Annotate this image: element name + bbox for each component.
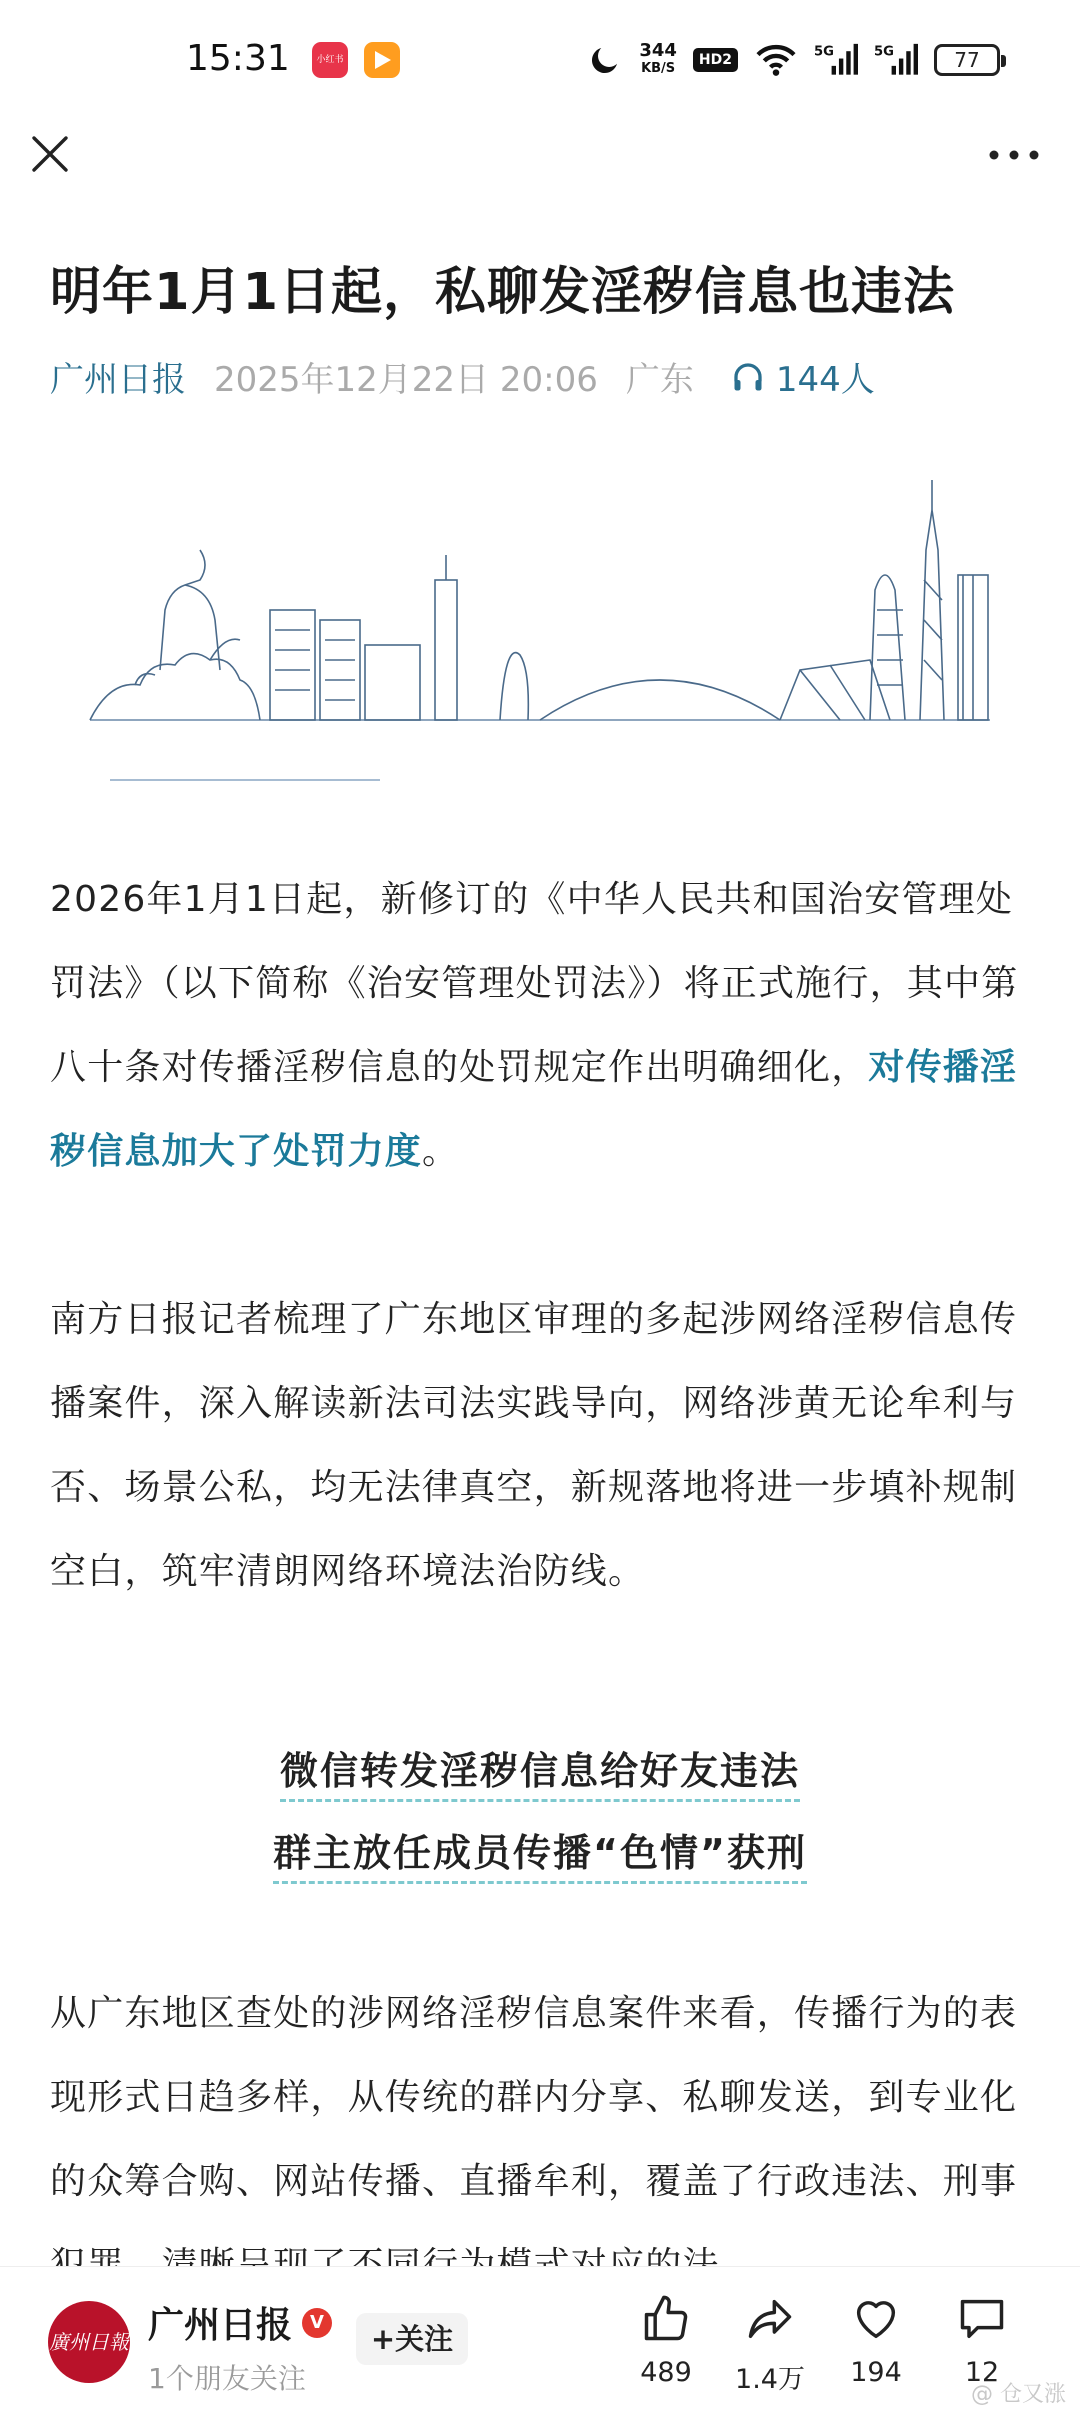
comment-count: 12 (964, 2357, 1000, 2388)
share-icon (744, 2293, 796, 2345)
net-speed-unit: KB/S (641, 61, 676, 76)
signal-5g-label-2: 5G (874, 44, 895, 60)
battery-icon: 77 (934, 44, 1000, 76)
comment-button[interactable] (932, 2293, 1032, 2388)
paragraph-1-end: 。 (422, 1131, 460, 1172)
paragraph-2: 南方日报记者梳理了广东地区审理的多起涉网络淫秽信息传播案件，深入解读新法司法实践导向，网络涉黄无论牟利与否、场景公私，均无法律真空，新规落地将进一步填补规制空白，筑牢清朗网络环境法治防线。 (50, 1299, 1018, 1592)
xiaohongshu-app-icon: 小红书 (312, 42, 348, 78)
wifi-icon (754, 42, 798, 78)
favorite-button[interactable] (826, 2293, 926, 2388)
paragraph-1-text: 2026年1月1日起，新修订的《中华人民共和国治安管理处罚法》（以下简称《治安管理处罚法》）将正式施行，其中第八十条对传播淫秽信息的处罚规定作出明确细化， (50, 879, 1019, 1088)
like-button[interactable] (616, 2293, 716, 2388)
subheading-1-text: 微信转发淫秽信息给好友违法 (280, 1749, 800, 1802)
headphones-icon (730, 359, 766, 395)
paragraph-3: 从广东地区查处的涉网络淫秽信息案件来看，传播行为的表现形式日趋多样，从传统的群内分享、私聊发送，到专业化的众筹合购、网站传播、直播牟利，覆盖了行政违法、刑事 (50, 1993, 1018, 2202)
article-date: 2025年12月22日 20:06 (214, 360, 598, 400)
heart-icon (850, 2293, 902, 2345)
listen-button[interactable] (730, 352, 875, 401)
thumbs-up-icon (640, 2293, 692, 2345)
signal-5g-label: 5G (814, 44, 835, 60)
guangzhou-skyline-illustration (80, 470, 1000, 800)
subheading-2-text: 群主放任成员传播“色情”获刑 (273, 1831, 807, 1884)
signal-5g-icon-2 (874, 42, 918, 78)
video-app-icon (364, 42, 400, 78)
subheading-2 (0, 1822, 1080, 1877)
status-bar (0, 0, 1080, 120)
comment-icon (956, 2293, 1008, 2345)
follow-button[interactable]: +关注 (356, 2313, 468, 2365)
favorite-count: 194 (850, 2357, 902, 2388)
share-button[interactable] (720, 2293, 820, 2396)
like-count: 489 (640, 2357, 692, 2388)
article-title: 明年1月1日起，私聊发淫秽信息也违法 (50, 263, 955, 322)
bottom-action-bar (0, 2266, 1080, 2412)
moon-icon (587, 42, 623, 78)
signal-5g-icon (814, 42, 858, 78)
status-time: 15:31 (186, 38, 290, 79)
article-meta (50, 352, 1040, 401)
subheading-1 (0, 1740, 1080, 1795)
friends-follow-count: 1个朋友关注 (148, 2362, 306, 2395)
close-icon[interactable] (30, 134, 70, 174)
article-source[interactable]: 广州日报 (50, 360, 186, 400)
status-indicators (587, 36, 1000, 84)
more-icon[interactable] (988, 140, 1040, 170)
article-region: 广东 (625, 360, 694, 400)
account-name-text: 广州日报 (148, 2305, 293, 2346)
paragraph-1-highlight: 对传播淫秽信息加大了处罚力度 (50, 1047, 1018, 1172)
net-speed-value: 344 (639, 40, 677, 61)
account-name[interactable] (148, 2297, 332, 2348)
share-count: 1.4万 (735, 2364, 805, 2395)
listener-count: 144人 (775, 360, 875, 400)
net-speed (639, 42, 677, 78)
paragraph-1 (50, 858, 1030, 1194)
avatar[interactable]: 廣州日報 (48, 2301, 130, 2383)
hd-badge: HD2 (693, 48, 738, 72)
verified-icon: V (302, 2308, 332, 2338)
watermark: @ 仓又涨 (971, 2382, 1066, 2407)
